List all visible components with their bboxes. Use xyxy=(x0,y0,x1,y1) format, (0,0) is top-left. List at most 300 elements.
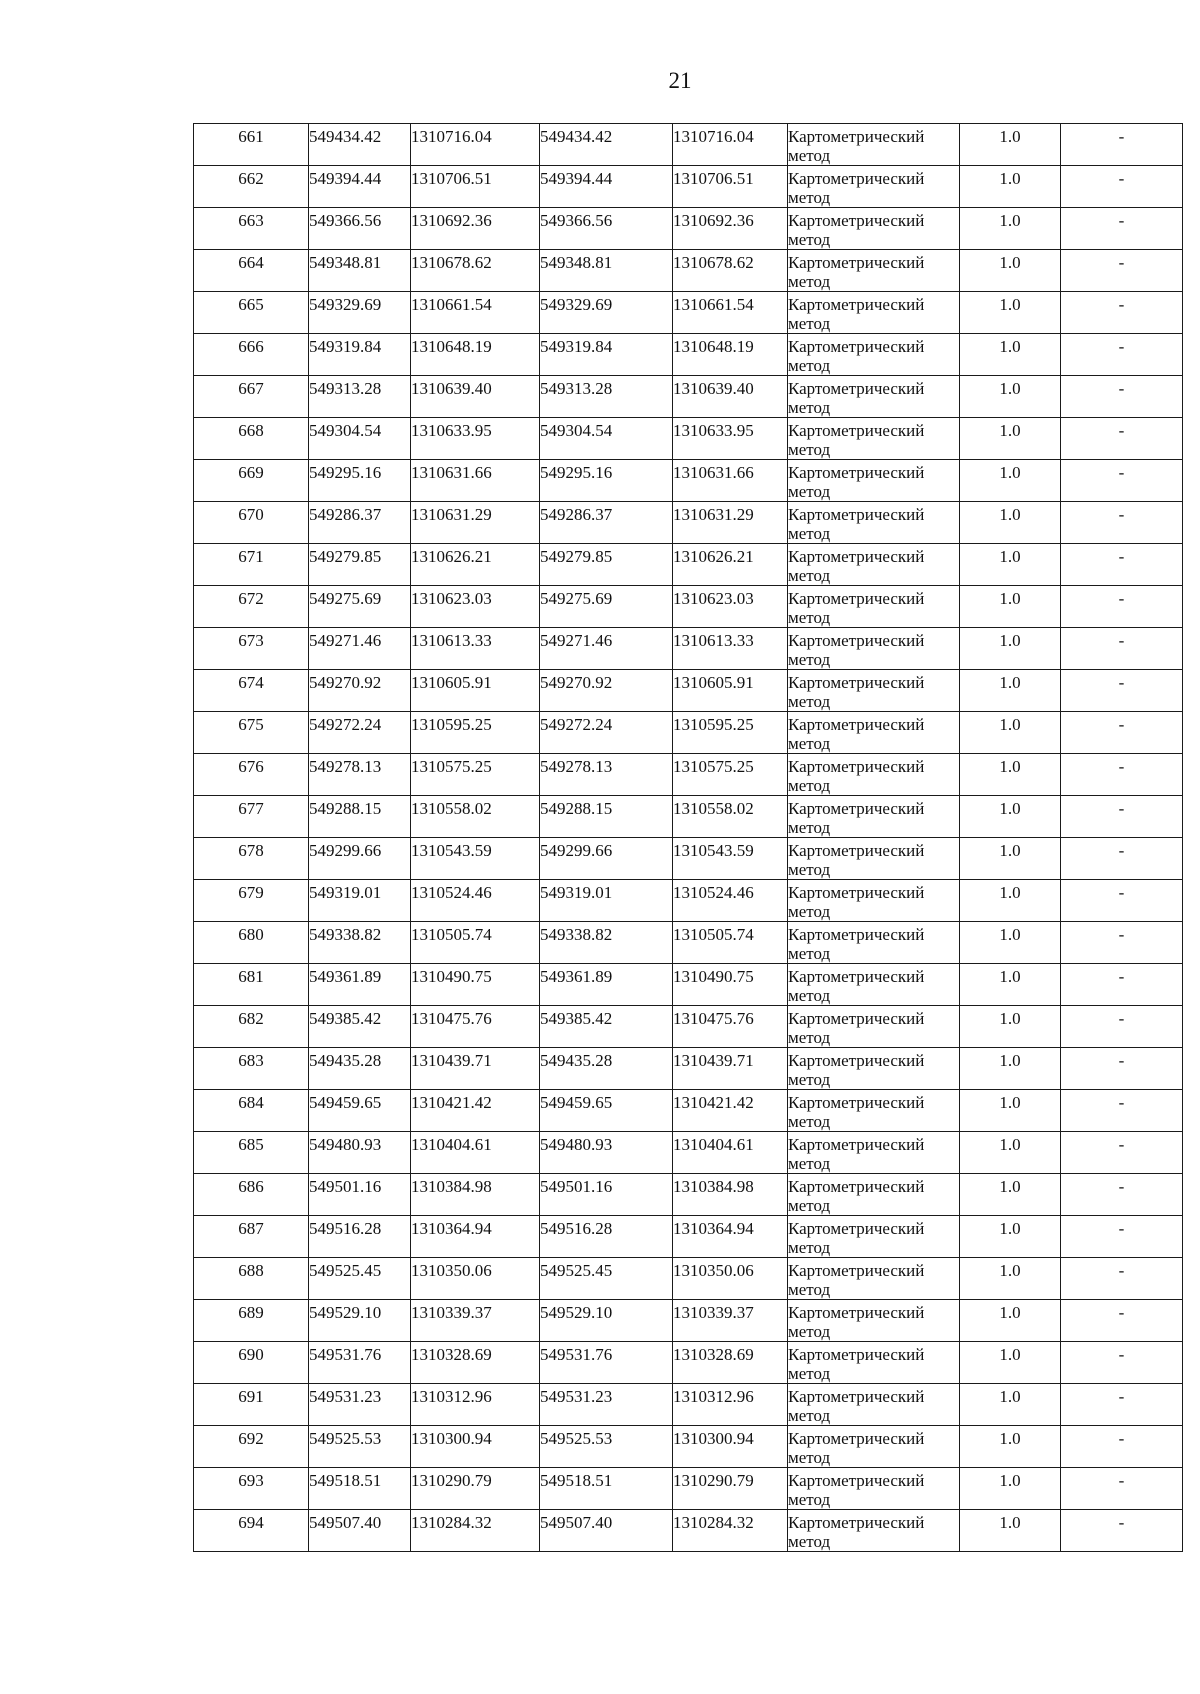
y-existing-cell: 1310339.37 xyxy=(411,1300,540,1342)
description-cell: - xyxy=(1061,1174,1183,1216)
y-existing-cell: 1310626.21 xyxy=(411,544,540,586)
y-existing-cell: 1310505.74 xyxy=(411,922,540,964)
table-row xyxy=(194,334,1183,376)
y-refined-cell: 1310312.96 xyxy=(673,1384,788,1426)
y-refined-cell: 1310543.59 xyxy=(673,838,788,880)
method-line-2: метод xyxy=(788,1280,831,1299)
accuracy-cell: 1.0 xyxy=(960,124,1061,166)
accuracy-cell: 1.0 xyxy=(960,628,1061,670)
method-cell xyxy=(788,502,960,544)
accuracy-cell: 1.0 xyxy=(960,376,1061,418)
method-line-1: Картометрический xyxy=(788,1429,925,1448)
x-refined-cell: 549459.65 xyxy=(540,1090,673,1132)
x-refined-cell: 549480.93 xyxy=(540,1132,673,1174)
y-existing-cell: 1310524.46 xyxy=(411,880,540,922)
y-refined-cell: 1310631.66 xyxy=(673,460,788,502)
y-refined-cell: 1310384.98 xyxy=(673,1174,788,1216)
point-number-cell: 661 xyxy=(194,124,309,166)
y-existing-cell: 1310384.98 xyxy=(411,1174,540,1216)
x-existing-cell: 549272.24 xyxy=(309,712,411,754)
y-refined-cell: 1310706.51 xyxy=(673,166,788,208)
point-number-cell: 667 xyxy=(194,376,309,418)
x-existing-cell: 549385.42 xyxy=(309,1006,411,1048)
description-cell: - xyxy=(1061,166,1183,208)
accuracy-cell: 1.0 xyxy=(960,1468,1061,1510)
accuracy-cell: 1.0 xyxy=(960,838,1061,880)
method-cell xyxy=(788,670,960,712)
method-line-1: Картометрический xyxy=(788,1219,925,1238)
method-cell xyxy=(788,1342,960,1384)
y-refined-cell: 1310421.42 xyxy=(673,1090,788,1132)
x-refined-cell: 549338.82 xyxy=(540,922,673,964)
x-refined-cell: 549531.76 xyxy=(540,1342,673,1384)
method-cell xyxy=(788,1174,960,1216)
method-cell xyxy=(788,124,960,166)
point-number-cell: 686 xyxy=(194,1174,309,1216)
point-number-cell: 689 xyxy=(194,1300,309,1342)
table-row xyxy=(194,1258,1183,1300)
method-line-1: Картометрический xyxy=(788,127,925,146)
method-line-2: метод xyxy=(788,398,831,417)
method-cell xyxy=(788,376,960,418)
y-existing-cell: 1310639.40 xyxy=(411,376,540,418)
method-cell xyxy=(788,460,960,502)
method-cell xyxy=(788,1468,960,1510)
method-line-1: Картометрический xyxy=(788,715,925,734)
y-refined-cell: 1310595.25 xyxy=(673,712,788,754)
accuracy-cell: 1.0 xyxy=(960,880,1061,922)
x-existing-cell: 549279.85 xyxy=(309,544,411,586)
x-refined-cell: 549366.56 xyxy=(540,208,673,250)
x-refined-cell: 549286.37 xyxy=(540,502,673,544)
accuracy-cell: 1.0 xyxy=(960,670,1061,712)
method-cell xyxy=(788,1510,960,1552)
y-existing-cell: 1310623.03 xyxy=(411,586,540,628)
x-existing-cell: 549361.89 xyxy=(309,964,411,1006)
y-existing-cell: 1310421.42 xyxy=(411,1090,540,1132)
x-refined-cell: 549525.53 xyxy=(540,1426,673,1468)
description-cell: - xyxy=(1061,208,1183,250)
method-line-2: метод xyxy=(788,1070,831,1089)
method-line-2: метод xyxy=(788,1448,831,1467)
method-line-1: Картометрический xyxy=(788,421,925,440)
y-refined-cell: 1310605.91 xyxy=(673,670,788,712)
accuracy-cell: 1.0 xyxy=(960,460,1061,502)
description-cell: - xyxy=(1061,1384,1183,1426)
x-refined-cell: 549529.10 xyxy=(540,1300,673,1342)
x-existing-cell: 549518.51 xyxy=(309,1468,411,1510)
method-line-1: Картометрический xyxy=(788,1387,925,1406)
x-existing-cell: 549525.53 xyxy=(309,1426,411,1468)
method-line-1: Картометрический xyxy=(788,673,925,692)
point-number-cell: 673 xyxy=(194,628,309,670)
point-number-cell: 683 xyxy=(194,1048,309,1090)
method-cell xyxy=(788,208,960,250)
x-refined-cell: 549507.40 xyxy=(540,1510,673,1552)
point-number-cell: 680 xyxy=(194,922,309,964)
point-number-cell: 665 xyxy=(194,292,309,334)
table-row xyxy=(194,1510,1183,1552)
method-line-2: метод xyxy=(788,818,831,837)
table-row xyxy=(194,670,1183,712)
method-line-2: метод xyxy=(788,776,831,795)
method-cell xyxy=(788,418,960,460)
y-existing-cell: 1310692.36 xyxy=(411,208,540,250)
table-row xyxy=(194,376,1183,418)
description-cell: - xyxy=(1061,1048,1183,1090)
method-cell xyxy=(788,586,960,628)
point-number-cell: 666 xyxy=(194,334,309,376)
y-existing-cell: 1310284.32 xyxy=(411,1510,540,1552)
method-line-2: метод xyxy=(788,440,831,459)
description-cell: - xyxy=(1061,418,1183,460)
accuracy-cell: 1.0 xyxy=(960,544,1061,586)
description-cell: - xyxy=(1061,796,1183,838)
table-row xyxy=(194,1468,1183,1510)
y-existing-cell: 1310633.95 xyxy=(411,418,540,460)
y-existing-cell: 1310558.02 xyxy=(411,796,540,838)
x-refined-cell: 549271.46 xyxy=(540,628,673,670)
point-number-cell: 693 xyxy=(194,1468,309,1510)
table-row xyxy=(194,208,1183,250)
x-refined-cell: 549348.81 xyxy=(540,250,673,292)
method-line-2: метод xyxy=(788,1154,831,1173)
y-existing-cell: 1310543.59 xyxy=(411,838,540,880)
y-refined-cell: 1310404.61 xyxy=(673,1132,788,1174)
x-refined-cell: 549279.85 xyxy=(540,544,673,586)
method-line-1: Картометрический xyxy=(788,1513,925,1532)
method-line-1: Картометрический xyxy=(788,463,925,482)
accuracy-cell: 1.0 xyxy=(960,1006,1061,1048)
point-number-cell: 670 xyxy=(194,502,309,544)
method-line-2: метод xyxy=(788,566,831,585)
method-cell xyxy=(788,544,960,586)
y-existing-cell: 1310678.62 xyxy=(411,250,540,292)
x-refined-cell: 549319.84 xyxy=(540,334,673,376)
table-row xyxy=(194,1342,1183,1384)
method-cell xyxy=(788,166,960,208)
x-existing-cell: 549435.28 xyxy=(309,1048,411,1090)
accuracy-cell: 1.0 xyxy=(960,418,1061,460)
accuracy-cell: 1.0 xyxy=(960,586,1061,628)
point-number-cell: 663 xyxy=(194,208,309,250)
point-number-cell: 674 xyxy=(194,670,309,712)
y-refined-cell: 1310692.36 xyxy=(673,208,788,250)
x-existing-cell: 549531.76 xyxy=(309,1342,411,1384)
y-existing-cell: 1310490.75 xyxy=(411,964,540,1006)
point-number-cell: 678 xyxy=(194,838,309,880)
method-line-1: Картометрический xyxy=(788,1009,925,1028)
method-line-1: Картометрический xyxy=(788,925,925,944)
y-existing-cell: 1310648.19 xyxy=(411,334,540,376)
method-cell xyxy=(788,1216,960,1258)
y-refined-cell: 1310633.95 xyxy=(673,418,788,460)
method-line-1: Картометрический xyxy=(788,883,925,902)
description-cell: - xyxy=(1061,1342,1183,1384)
table-row xyxy=(194,544,1183,586)
y-refined-cell: 1310339.37 xyxy=(673,1300,788,1342)
x-existing-cell: 549507.40 xyxy=(309,1510,411,1552)
table-row xyxy=(194,796,1183,838)
accuracy-cell: 1.0 xyxy=(960,922,1061,964)
method-line-2: метод xyxy=(788,230,831,249)
y-refined-cell: 1310558.02 xyxy=(673,796,788,838)
method-line-1: Картометрический xyxy=(788,1261,925,1280)
accuracy-cell: 1.0 xyxy=(960,1300,1061,1342)
point-number-cell: 694 xyxy=(194,1510,309,1552)
method-line-1: Картометрический xyxy=(788,379,925,398)
method-line-1: Картометрический xyxy=(788,337,925,356)
accuracy-cell: 1.0 xyxy=(960,1342,1061,1384)
y-existing-cell: 1310350.06 xyxy=(411,1258,540,1300)
x-existing-cell: 549434.42 xyxy=(309,124,411,166)
x-refined-cell: 549385.42 xyxy=(540,1006,673,1048)
accuracy-cell: 1.0 xyxy=(960,292,1061,334)
y-refined-cell: 1310613.33 xyxy=(673,628,788,670)
y-refined-cell: 1310524.46 xyxy=(673,880,788,922)
method-line-2: метод xyxy=(788,1196,831,1215)
accuracy-cell: 1.0 xyxy=(960,208,1061,250)
description-cell: - xyxy=(1061,292,1183,334)
method-line-1: Картометрический xyxy=(788,1303,925,1322)
x-existing-cell: 549299.66 xyxy=(309,838,411,880)
y-refined-cell: 1310284.32 xyxy=(673,1510,788,1552)
x-existing-cell: 549278.13 xyxy=(309,754,411,796)
table-row xyxy=(194,1090,1183,1132)
y-refined-cell: 1310648.19 xyxy=(673,334,788,376)
method-line-1: Картометрический xyxy=(788,1135,925,1154)
table-row xyxy=(194,880,1183,922)
table-row xyxy=(194,460,1183,502)
y-existing-cell: 1310439.71 xyxy=(411,1048,540,1090)
x-existing-cell: 549459.65 xyxy=(309,1090,411,1132)
point-number-cell: 685 xyxy=(194,1132,309,1174)
description-cell: - xyxy=(1061,838,1183,880)
y-existing-cell: 1310613.33 xyxy=(411,628,540,670)
x-existing-cell: 549295.16 xyxy=(309,460,411,502)
y-refined-cell: 1310439.71 xyxy=(673,1048,788,1090)
description-cell: - xyxy=(1061,1006,1183,1048)
method-line-2: метод xyxy=(788,1322,831,1341)
x-existing-cell: 549275.69 xyxy=(309,586,411,628)
accuracy-cell: 1.0 xyxy=(960,1090,1061,1132)
method-cell xyxy=(788,1384,960,1426)
x-existing-cell: 549480.93 xyxy=(309,1132,411,1174)
description-cell: - xyxy=(1061,502,1183,544)
table-row xyxy=(194,964,1183,1006)
y-refined-cell: 1310623.03 xyxy=(673,586,788,628)
description-cell: - xyxy=(1061,586,1183,628)
x-existing-cell: 549529.10 xyxy=(309,1300,411,1342)
x-existing-cell: 549319.84 xyxy=(309,334,411,376)
method-cell xyxy=(788,250,960,292)
accuracy-cell: 1.0 xyxy=(960,754,1061,796)
method-cell xyxy=(788,922,960,964)
accuracy-cell: 1.0 xyxy=(960,1384,1061,1426)
accuracy-cell: 1.0 xyxy=(960,1426,1061,1468)
description-cell: - xyxy=(1061,628,1183,670)
point-number-cell: 684 xyxy=(194,1090,309,1132)
description-cell: - xyxy=(1061,1090,1183,1132)
y-existing-cell: 1310716.04 xyxy=(411,124,540,166)
accuracy-cell: 1.0 xyxy=(960,1174,1061,1216)
table-row xyxy=(194,1174,1183,1216)
method-line-2: метод xyxy=(788,1406,831,1425)
method-line-2: метод xyxy=(788,356,831,375)
method-cell xyxy=(788,334,960,376)
description-cell: - xyxy=(1061,376,1183,418)
point-number-cell: 691 xyxy=(194,1384,309,1426)
y-refined-cell: 1310661.54 xyxy=(673,292,788,334)
method-line-1: Картометрический xyxy=(788,631,925,650)
x-refined-cell: 549304.54 xyxy=(540,418,673,460)
y-refined-cell: 1310475.76 xyxy=(673,1006,788,1048)
x-refined-cell: 549272.24 xyxy=(540,712,673,754)
method-line-2: метод xyxy=(788,650,831,669)
x-refined-cell: 549319.01 xyxy=(540,880,673,922)
accuracy-cell: 1.0 xyxy=(960,250,1061,292)
method-line-1: Картометрический xyxy=(788,211,925,230)
method-cell xyxy=(788,1090,960,1132)
method-cell xyxy=(788,1132,960,1174)
x-existing-cell: 549313.28 xyxy=(309,376,411,418)
method-cell xyxy=(788,838,960,880)
y-refined-cell: 1310328.69 xyxy=(673,1342,788,1384)
y-existing-cell: 1310475.76 xyxy=(411,1006,540,1048)
x-refined-cell: 549435.28 xyxy=(540,1048,673,1090)
x-refined-cell: 549275.69 xyxy=(540,586,673,628)
y-refined-cell: 1310290.79 xyxy=(673,1468,788,1510)
method-cell xyxy=(788,292,960,334)
y-refined-cell: 1310350.06 xyxy=(673,1258,788,1300)
x-existing-cell: 549525.45 xyxy=(309,1258,411,1300)
accuracy-cell: 1.0 xyxy=(960,1510,1061,1552)
accuracy-cell: 1.0 xyxy=(960,1132,1061,1174)
description-cell: - xyxy=(1061,1510,1183,1552)
accuracy-cell: 1.0 xyxy=(960,1048,1061,1090)
x-refined-cell: 549434.42 xyxy=(540,124,673,166)
method-cell xyxy=(788,712,960,754)
x-refined-cell: 549394.44 xyxy=(540,166,673,208)
point-number-cell: 676 xyxy=(194,754,309,796)
x-existing-cell: 549286.37 xyxy=(309,502,411,544)
method-line-2: метод xyxy=(788,524,831,543)
method-cell xyxy=(788,880,960,922)
y-refined-cell: 1310639.40 xyxy=(673,376,788,418)
x-refined-cell: 549299.66 xyxy=(540,838,673,880)
point-number-cell: 687 xyxy=(194,1216,309,1258)
method-line-2: метод xyxy=(788,1490,831,1509)
method-line-1: Картометрический xyxy=(788,295,925,314)
y-existing-cell: 1310661.54 xyxy=(411,292,540,334)
method-cell xyxy=(788,1426,960,1468)
method-line-2: метод xyxy=(788,272,831,291)
method-line-2: метод xyxy=(788,1112,831,1131)
method-line-2: метод xyxy=(788,692,831,711)
method-line-1: Картометрический xyxy=(788,253,925,272)
method-line-1: Картометрический xyxy=(788,1177,925,1196)
y-existing-cell: 1310595.25 xyxy=(411,712,540,754)
accuracy-cell: 1.0 xyxy=(960,502,1061,544)
table-row xyxy=(194,292,1183,334)
method-line-2: метод xyxy=(788,146,831,165)
point-number-cell: 668 xyxy=(194,418,309,460)
y-existing-cell: 1310328.69 xyxy=(411,1342,540,1384)
y-existing-cell: 1310631.66 xyxy=(411,460,540,502)
point-number-cell: 671 xyxy=(194,544,309,586)
x-refined-cell: 549531.23 xyxy=(540,1384,673,1426)
description-cell: - xyxy=(1061,1300,1183,1342)
description-cell: - xyxy=(1061,250,1183,292)
table-row xyxy=(194,628,1183,670)
table-row xyxy=(194,502,1183,544)
description-cell: - xyxy=(1061,1426,1183,1468)
table-row xyxy=(194,922,1183,964)
method-line-1: Картометрический xyxy=(788,799,925,818)
y-refined-cell: 1310490.75 xyxy=(673,964,788,1006)
description-cell: - xyxy=(1061,460,1183,502)
x-existing-cell: 549531.23 xyxy=(309,1384,411,1426)
method-cell xyxy=(788,1258,960,1300)
x-existing-cell: 549329.69 xyxy=(309,292,411,334)
x-existing-cell: 549338.82 xyxy=(309,922,411,964)
x-refined-cell: 549295.16 xyxy=(540,460,673,502)
y-existing-cell: 1310575.25 xyxy=(411,754,540,796)
method-line-2: метод xyxy=(788,314,831,333)
y-refined-cell: 1310626.21 xyxy=(673,544,788,586)
table-row xyxy=(194,124,1183,166)
y-existing-cell: 1310290.79 xyxy=(411,1468,540,1510)
method-line-1: Картометрический xyxy=(788,547,925,566)
method-line-2: метод xyxy=(788,734,831,753)
x-existing-cell: 549501.16 xyxy=(309,1174,411,1216)
table-row xyxy=(194,586,1183,628)
y-existing-cell: 1310300.94 xyxy=(411,1426,540,1468)
point-number-cell: 682 xyxy=(194,1006,309,1048)
method-line-2: метод xyxy=(788,860,831,879)
y-refined-cell: 1310631.29 xyxy=(673,502,788,544)
point-number-cell: 692 xyxy=(194,1426,309,1468)
method-line-2: метод xyxy=(788,1364,831,1383)
y-refined-cell: 1310364.94 xyxy=(673,1216,788,1258)
table-body xyxy=(194,124,1183,1552)
x-refined-cell: 549361.89 xyxy=(540,964,673,1006)
method-line-2: метод xyxy=(788,902,831,921)
description-cell: - xyxy=(1061,124,1183,166)
accuracy-cell: 1.0 xyxy=(960,796,1061,838)
accuracy-cell: 1.0 xyxy=(960,1258,1061,1300)
method-line-2: метод xyxy=(788,482,831,501)
description-cell: - xyxy=(1061,670,1183,712)
x-existing-cell: 549270.92 xyxy=(309,670,411,712)
description-cell: - xyxy=(1061,544,1183,586)
description-cell: - xyxy=(1061,754,1183,796)
description-cell: - xyxy=(1061,1258,1183,1300)
method-line-1: Картометрический xyxy=(788,1471,925,1490)
x-existing-cell: 549394.44 xyxy=(309,166,411,208)
method-line-2: метод xyxy=(788,944,831,963)
y-existing-cell: 1310706.51 xyxy=(411,166,540,208)
point-number-cell: 681 xyxy=(194,964,309,1006)
table-row xyxy=(194,838,1183,880)
table-row xyxy=(194,1300,1183,1342)
description-cell: - xyxy=(1061,334,1183,376)
table-row xyxy=(194,166,1183,208)
table-row xyxy=(194,1216,1183,1258)
x-existing-cell: 549271.46 xyxy=(309,628,411,670)
method-cell xyxy=(788,754,960,796)
x-refined-cell: 549516.28 xyxy=(540,1216,673,1258)
